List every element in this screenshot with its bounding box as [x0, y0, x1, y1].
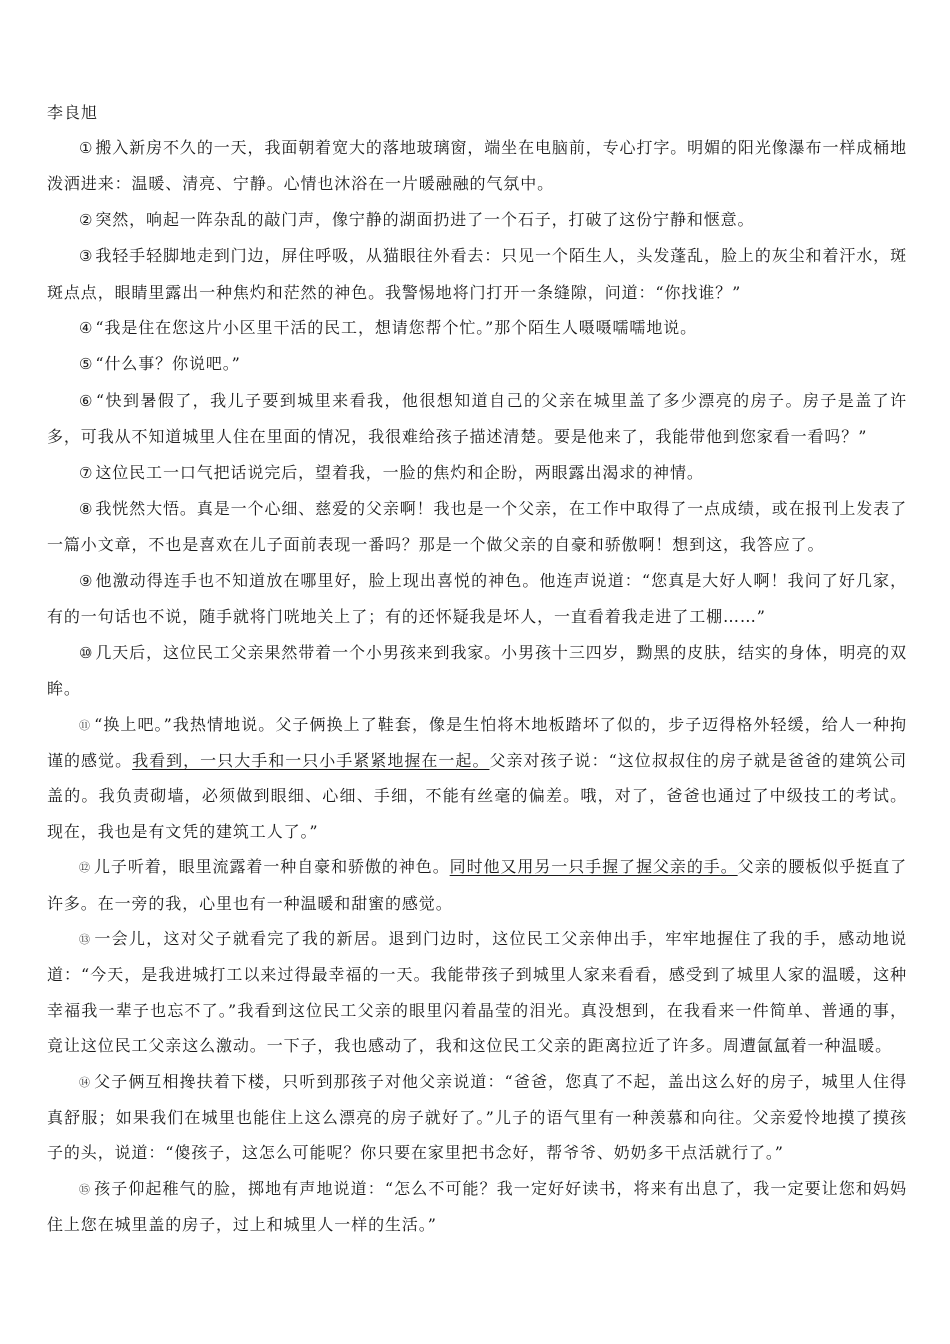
paragraph-text: 这位民工一口气把话说完后，望着我，一脸的焦灼和企盼，两眼露出渴求的神情。 [95, 462, 704, 482]
paragraph-text: “什么事？你说吧。” [95, 354, 241, 374]
paragraph-2 [47, 202, 907, 238]
paragraph-9 [47, 563, 907, 635]
paragraph-3 [47, 238, 907, 310]
paragraph-text: 突然，响起一阵杂乱的敲门声，像宁静的湖面扔进了一个石子，打破了这份宁静和惬意。 [95, 209, 755, 229]
underlined-sentence: 同时他又用另一只手握了握父亲的手。 [449, 857, 738, 877]
paragraph-text: 孩子仰起稚气的脸，掷地有声地说道：“怎么不可能？我一定好好读书，将来有出息了，我一定要让您和妈妈住上您在城里盖的房子，过上和城里人一样的生活。” [47, 1178, 907, 1235]
paragraph-number: ⑬ [79, 932, 92, 946]
paragraph-number: ⑭ [79, 1075, 92, 1089]
paragraph-number: ② [79, 210, 94, 229]
underlined-sentence: 我看到，一只大手和一只小手紧紧地握在一起。 [132, 750, 490, 770]
paragraph-11 [47, 707, 907, 850]
paragraph-number: ① [79, 139, 94, 157]
paragraph-12 [47, 849, 907, 921]
paragraph-text: 父子俩互相搀扶着下楼，只听到那孩子对他父亲说道：“爸爸，您真了不起，盖出这么好的房子，城里人住得真舒服；如果我们在城里也能住上这么漂亮的房子就好了。”儿子的语气里有一种羡慕和向往。父亲爱怜地摸了摸孩子的头，说道：“傻孩子，这怎么可能呢？你只要在家里把书念好，帮爷爷、奶奶多干点活就行了。” [47, 1071, 907, 1163]
paragraph-7 [47, 455, 907, 491]
paragraph-number: ⑩ [79, 643, 94, 662]
paragraph-number: ③ [79, 247, 94, 266]
paragraph-number: ⑧ [79, 500, 94, 519]
paragraph-text: 我轻手轻脚地走到门边，屏住呼吸，从猫眼往外看去：只见一个陌生人，头发蓬乱，脸上的灰尘和着汗水，斑斑点点，眼睛里露出一种焦灼和茫然的神色。我警惕地将门打开一条缝隙，问道：“你找谁？” [47, 246, 907, 302]
paragraph-text: 父亲对孩子说：“这位叔叔住的房子就是爸爸的建筑公司盖的。我负责砌墙，必须做到眼细、心细、手细，不能有丝毫的偏差。哦，对了，爸爸也通过了中级技工的考试。现在，我也是有文凭的建筑工人了。” [47, 750, 907, 841]
paragraph-number: ⑨ [79, 571, 94, 590]
paragraph-6 [47, 383, 907, 455]
paragraph-number: ⑥ [79, 391, 94, 410]
paragraph-number: ⑦ [79, 463, 94, 482]
paragraph-1 [47, 130, 907, 202]
paragraph-number: ⑪ [79, 718, 92, 732]
paragraph-number: ④ [79, 319, 94, 338]
paragraph-4 [47, 310, 907, 346]
paragraph-text: 搬入新房不久的一天，我面朝着宽大的落地玻璃窗，端坐在电脑前，专心打字。明媚的阳光像瀑布一样成桶地泼洒进来：温暖、清亮、宁静。心情也沐浴在一片暖融融的气氛中。 [47, 138, 907, 194]
paragraph-text: “我是住在您这片小区里干活的民工，想请您帮个忙。”那个陌生人嗫嗫嚅嚅地说。 [95, 318, 698, 338]
paragraph-text: 几天后，这位民工父亲果然带着一个小男孩来到我家。小男孩十三四岁，黝黑的皮肤，结实的身体，明亮的双眸。 [47, 642, 907, 699]
paragraph-text: “快到暑假了，我儿子要到城里来看我，他很想知道自己的父亲在城里盖了多少漂亮的房子。房子是盖了许多，可我从不知道城里人住在里面的情况，我很难给孩子描述清楚。要是他来了，我能带他到您家看一看吗？” [47, 390, 907, 447]
author-name: 李良旭 [47, 103, 99, 122]
paragraph-number: ⑤ [79, 355, 94, 374]
paragraph-14 [47, 1064, 907, 1171]
paragraph-13 [47, 921, 907, 1064]
paragraph-text: “换上吧。”我热情地说。父子俩换上了鞋套，像是生怕将木地板踏坏了似的，步子迈得格外轻缓，给人一种拘谨的感觉。 [47, 714, 907, 770]
paragraph-text: 儿子听着，眼里流露着一种自豪和骄傲的神色。 [93, 857, 450, 877]
paragraph-text: 他激动得连手也不知道放在哪里好，脸上现出喜悦的神色。他连声说道：“您真是大好人啊！我问了好几家，有的一句话也不说，随手就将门咣地关上了；有的还怀疑我是坏人，一直看着我走进了工棚……” [47, 570, 907, 627]
paragraph-10 [47, 635, 907, 707]
paragraph-number: ⑮ [79, 1182, 92, 1196]
paragraph-text: 一会儿，这对父子就看完了我的新居。退到门边时，这位民工父亲伸出手，牢牢地握住了我的手，感动地说道：“今天，是我进城打工以来过得最幸福的一天。我能带孩子到城里人家来看看，感受到了城里人家的温暖，这种幸福我一辈子也忘不了。”我看到这位民工父亲的眼里闪着晶莹的泪光。真没想到，在我看来一件简单、普通的事，竟让这位民工父亲这么激动。一下子，我也感动了，我和这位民工父亲的距离拉近了许多。周遭氤氲着一种温暖。 [47, 928, 907, 1056]
paragraph-text: 我恍然大悟。真是一个心细、慈爱的父亲啊！我也是一个父亲，在工作中取得了一点成绩，或在报刊上发表了一篇小文章，不也是喜欢在儿子面前表现一番吗？那是一个做父亲的自豪和骄傲啊！想到这，我答应了。 [47, 499, 907, 555]
paragraph-15 [47, 1171, 907, 1243]
paragraph-number: ⑫ [79, 861, 91, 875]
paragraph-text: 父亲的腰板似乎挺直了许多。在一旁的我，心里也有一种温暖和甜蜜的感觉。 [47, 857, 907, 913]
paragraph-5 [47, 346, 907, 382]
article [47, 95, 907, 1243]
paragraph-8 [47, 491, 907, 563]
